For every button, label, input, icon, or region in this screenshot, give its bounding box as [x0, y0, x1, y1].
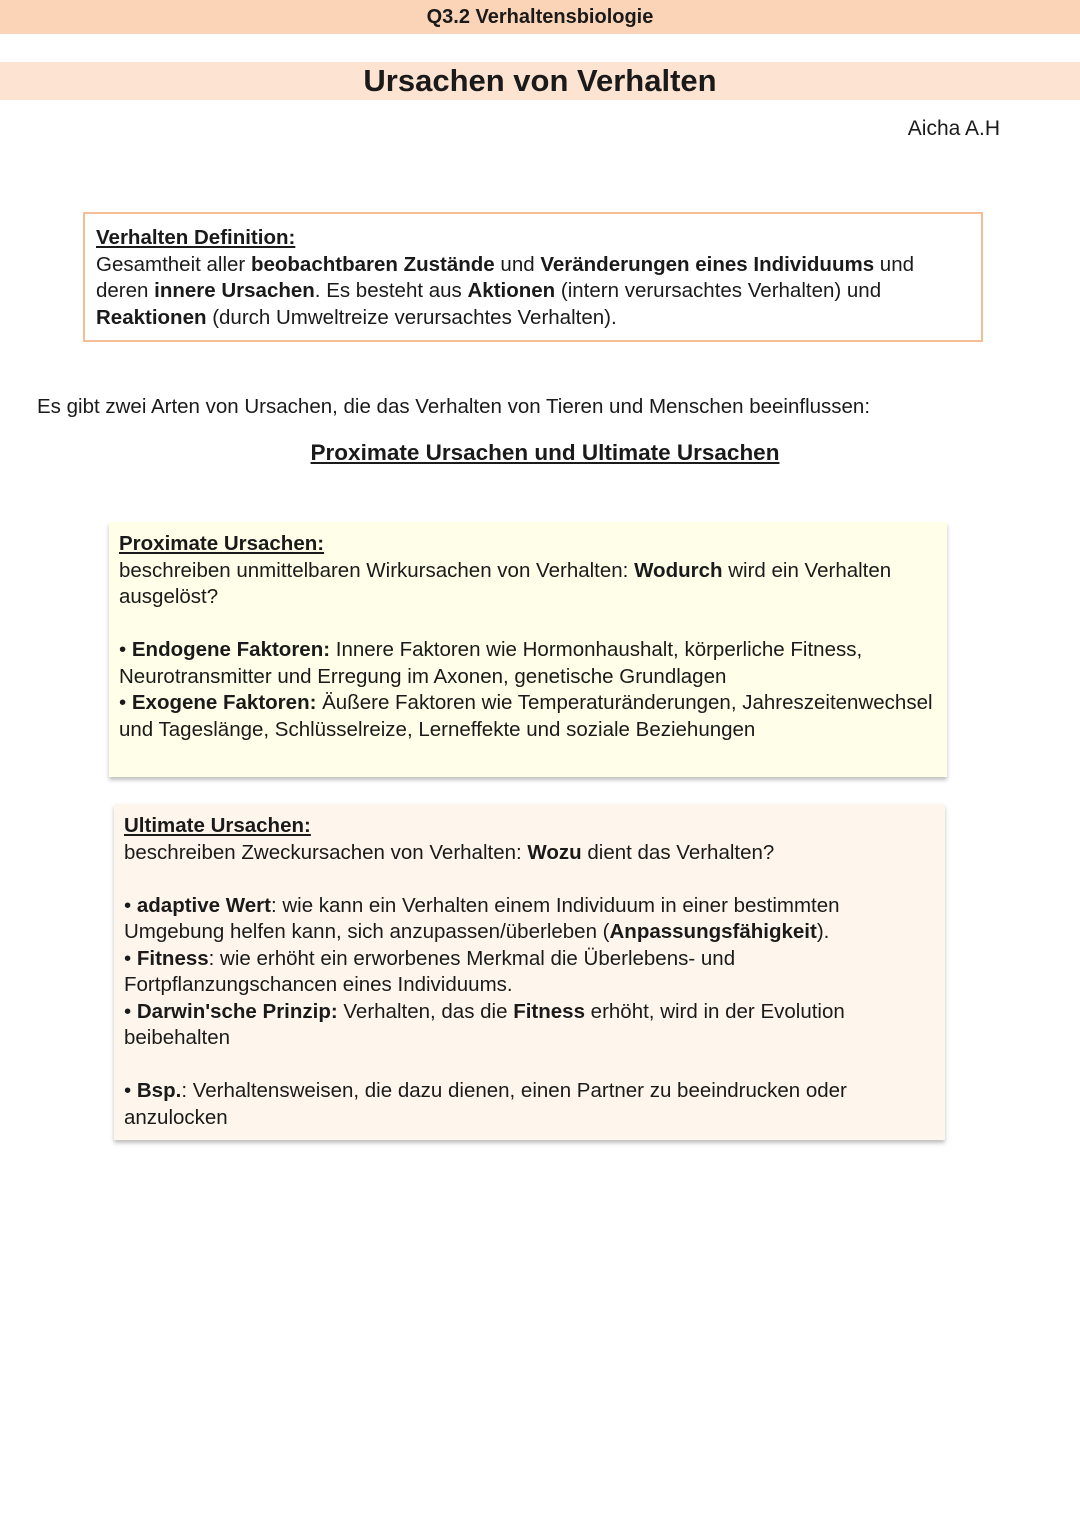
ultimate-description: beschreiben Zweckursachen von Verhalten: Wozu dient das Verhalten? — [124, 840, 775, 864]
section-subheading: Proximate Ursachen und Ultimate Ursachen — [310, 440, 780, 465]
definition-label: Verhalten Definition: — [96, 226, 296, 249]
proximate-description: beschreiben unmittelbaren Wirkursachen von Verhalten: Wodurch wird ein Verhalten ausgelöst? — [119, 558, 892, 608]
definition-box — [83, 212, 983, 342]
course-header: Q3.2 Verhaltensbiologie — [0, 0, 1080, 34]
ultimate-card — [114, 804, 945, 1140]
darwin-principle: • Darwin'sche Prinzip: Verhalten, das die Fitness erhöht, wird in der Evolution beibehalten — [124, 999, 845, 1049]
page-title: Ursachen von Verhalten — [0, 62, 1080, 100]
example-item: • Bsp.: Verhaltensweisen, die dazu dienen, einen Partner zu beeindrucken oder anzulocken — [124, 1079, 847, 1129]
ultimate-label: Ultimate Ursachen: — [124, 814, 311, 837]
author-name: Aicha A.H — [907, 117, 1000, 140]
adaptive-value: • adaptive Wert: wie kann ein Verhalten einem Individuum in einer bestimmten Umgebung helfen kann, sich anzupassen/überleben (Anpassungsfähigkeit). — [124, 893, 840, 943]
fitness-item: • Fitness: wie erhöht ein erworbenes Merkmal die Überlebens- und Fortpflanzungschancen eines Individuums. — [124, 946, 736, 996]
proximate-label: Proximate Ursachen: — [119, 532, 325, 555]
definition-text: Gesamtheit aller beobachtbaren Zustände und Veränderungen eines Individuums und deren innere Ursachen. Es besteht aus Aktionen (intern verursachtes Verhalten) und Reaktionen (durch Umweltreize verursachtes Verhalten). — [96, 252, 915, 329]
proximate-card — [109, 522, 947, 777]
intro-text: Es gibt zwei Arten von Ursachen, die das Verhalten von Tieren und Menschen beeinflussen: — [37, 395, 871, 418]
exogenous-factors: • Exogene Faktoren: Äußere Faktoren wie Temperaturänderungen, Jahreszeitenwechsel und Tageslänge, Schlüsselreize, Lerneffekte und soziale Beziehungen — [119, 691, 933, 741]
endogenous-factors: • Endogene Faktoren: Innere Faktoren wie Hormonhaushalt, körperliche Fitness, Neurotransmitter und Erregung im Axonen, genetische Grundlagen — [119, 638, 863, 688]
